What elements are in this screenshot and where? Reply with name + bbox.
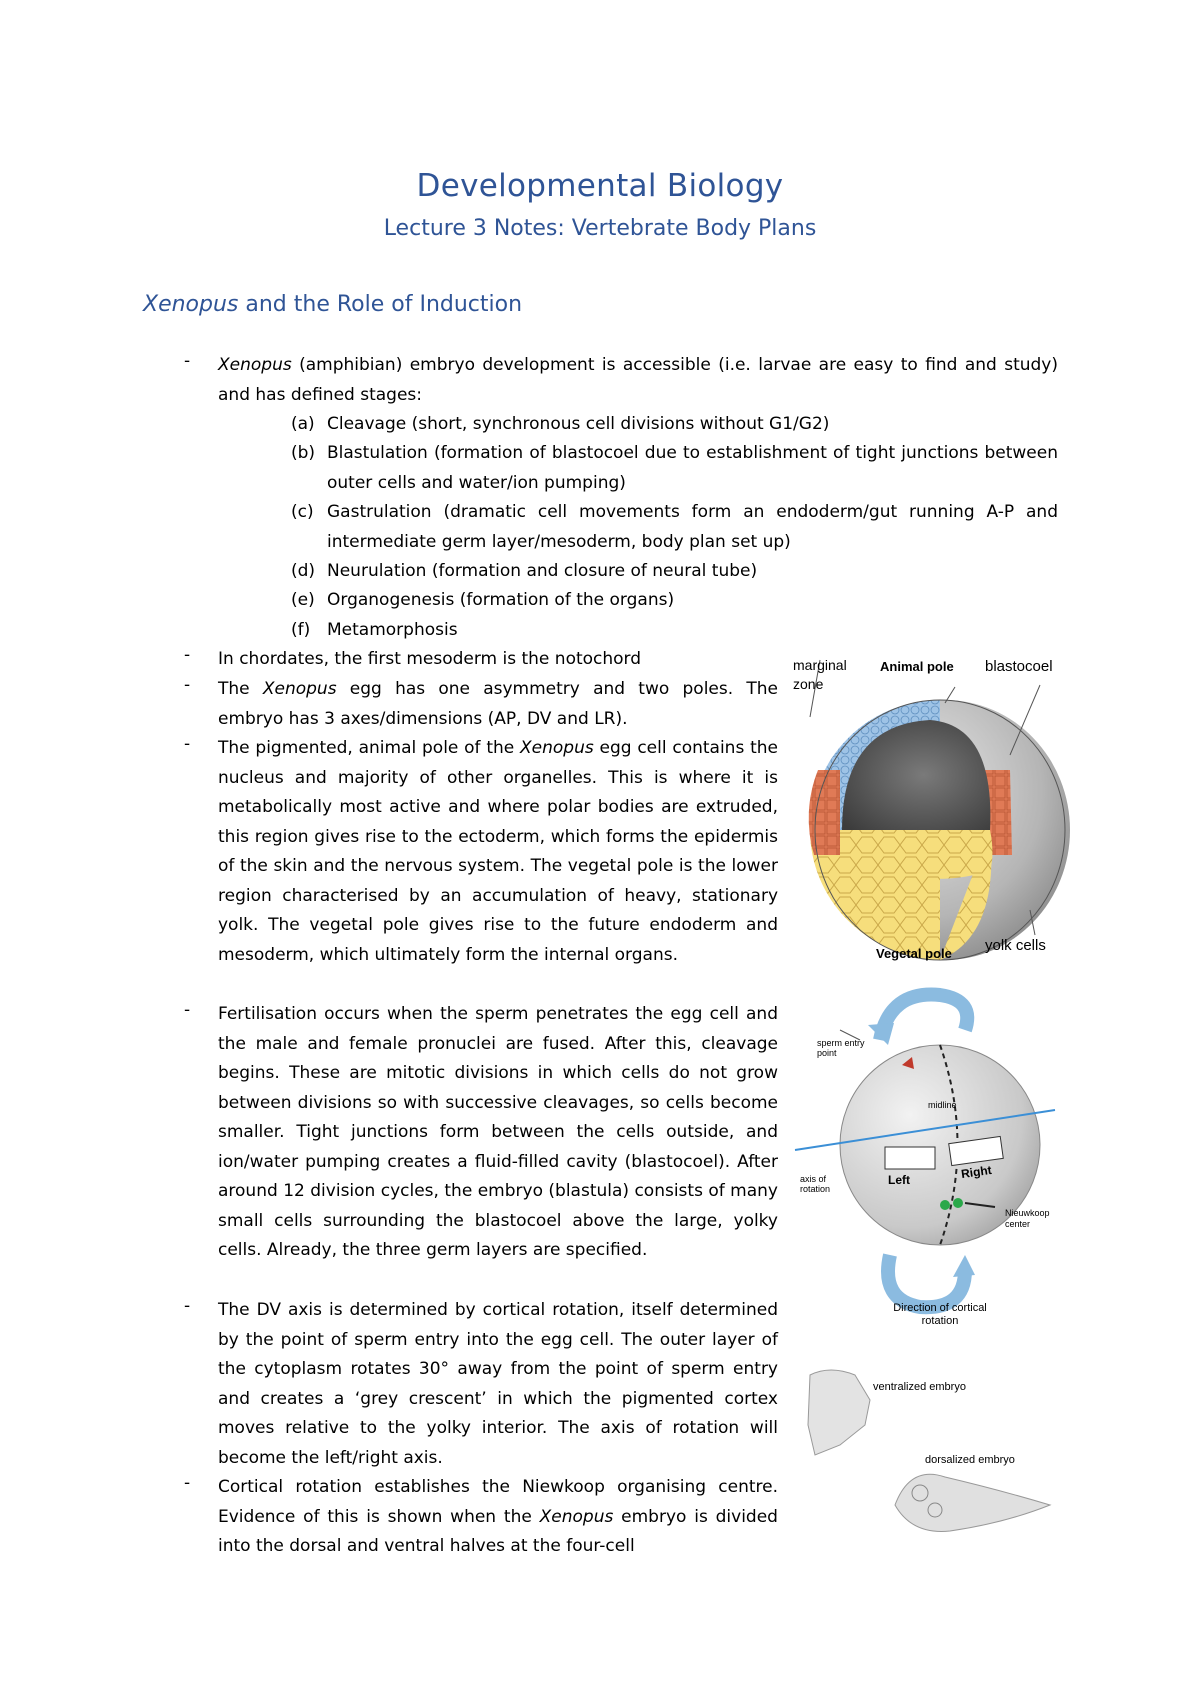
- bullet-3-post: egg has one asymmetry and two poles. The embryo has 3 axes/dimensions (AP, DV and LR).: [218, 679, 778, 729]
- label-blastocoel: blastocoel: [985, 658, 1053, 675]
- bullet-3: [218, 675, 778, 734]
- bullet-6: The DV axis is determined by cortical rotation, itself determined by the point of sperm entry into the egg cell. The outer layer of the cytoplasm rotates 30° away from the point of sperm entry and creates a ‘grey crescent’ in which the pigmented cortex moves relative to the yolky interior. The axis of rotation will become the left/right axis.: [218, 1300, 778, 1468]
- stage-b-label: (b): [291, 443, 316, 463]
- ventralized-embryo-shape: [808, 1370, 870, 1455]
- bullet-7-text2: embryo is divided into the dorsal and ventral halves at the four-cell: [218, 1506, 778, 1556]
- rotation-arrow-bottom: [888, 1255, 965, 1307]
- stage-d-label: (d): [291, 561, 316, 581]
- stage-a-text: Cleavage (short, synchronous cell divisions without G1/G2): [327, 414, 830, 434]
- bullet-7-italic: Xenopus: [539, 1506, 614, 1527]
- label-axis-rotation: axis of rotation: [800, 1174, 831, 1194]
- bullet-4-italic: Xenopus: [520, 738, 594, 758]
- bullet-1-text: (amphibian) embryo development is accessible (i.e. larvae are easy to find and study) and has defined stages:: [218, 355, 1058, 405]
- stage-f-text: Metamorphosis: [327, 620, 458, 640]
- blastula-figure: [790, 655, 1070, 975]
- bullet-7: [218, 1473, 778, 1562]
- label-dorsalized: dorsalized embryo: [925, 1454, 1015, 1466]
- bullet-dash: -: [184, 675, 191, 695]
- bullet-dash: -: [184, 1000, 191, 1020]
- stage-d-text: Neurulation (formation and closure of neural tube): [327, 561, 758, 581]
- label-nieuwkoop: Nieuwkoop center: [1005, 1208, 1050, 1229]
- bullet-3-pre: The: [218, 679, 263, 699]
- label-direction: Direction of cortical rotation: [893, 1302, 987, 1327]
- section-heading-rest: and the Role of Induction: [238, 292, 523, 317]
- bullet-3-italic: Xenopus: [262, 679, 337, 699]
- section-heading-italic: Xenopus: [143, 292, 239, 317]
- bullet-dash: -: [184, 645, 191, 665]
- label-vegetal-pole: Vegetal pole: [876, 946, 952, 961]
- cortical-rotation-figure: [790, 985, 1060, 1315]
- document-title: Developmental Biology: [416, 168, 784, 204]
- bullet-1: [218, 351, 1058, 410]
- stage-b-text: Blastulation (formation of blastocoel due to establishment of tight junctions between outer cells and water/ion pumping): [327, 443, 1058, 493]
- bullet-4-pre: The pigmented, animal pole of the: [218, 738, 521, 758]
- stage-a-label: (a): [291, 414, 315, 434]
- document-subtitle: Lecture 3 Notes: Vertebrate Body Plans: [383, 216, 817, 241]
- nieuwkoop-dot: [953, 1198, 963, 1208]
- marginal-zone-left: [809, 770, 840, 855]
- stage-e-label: (e): [291, 590, 315, 610]
- label-ventralized: ventralized embryo: [873, 1381, 966, 1393]
- section-heading: [143, 292, 522, 317]
- rotation-arrow-top: [880, 995, 967, 1040]
- label-animal-pole: Animal pole: [880, 659, 954, 674]
- stage-c-label: (c): [291, 502, 314, 522]
- stage-e-text: Organogenesis (formation of the organs): [327, 590, 675, 610]
- left-box: [885, 1147, 935, 1169]
- dorsalized-embryo-shape: [895, 1474, 1050, 1531]
- stage-c-text: Gastrulation (dramatic cell movements form an endoderm/gut running A-P and intermediate germ layer/mesoderm, body plan set up): [327, 502, 1058, 552]
- label-sperm-entry: sperm entry point: [817, 1038, 865, 1058]
- bullet-2: In chordates, the first mesoderm is the notochord: [218, 649, 642, 669]
- nieuwkoop-dot: [940, 1200, 950, 1210]
- rotation-arrowhead-top: [868, 1023, 894, 1045]
- bullet-1-italic: Xenopus: [218, 355, 292, 375]
- label-right: Right: [960, 1162, 993, 1182]
- bullet-5: Fertilisation occurs when the sperm penetrates the egg cell and the male and female pronuclei are fused. After this, cleavage begins. These are mitotic divisions in which cells do not grow between divisions so with successive cleavages, so cells become smaller. Tight junctions form between the cells outside, and ion/water pumping creates a fluid-filled cavity (blastocoel). After around 12 division cycles, the embryo (blastula) consists of many small cells surrounding the blastocoel above the large, yolky cells. Already, the three germ layers are specified.: [218, 1004, 778, 1260]
- bullet-dash: -: [184, 1473, 191, 1493]
- bullet-dash: -: [184, 734, 191, 754]
- bullet-dash: -: [184, 1296, 191, 1316]
- rotation-arrowhead-bottom: [953, 1255, 975, 1277]
- label-left: Left: [888, 1173, 910, 1187]
- label-yolk-cells: yolk cells: [985, 937, 1046, 954]
- label-midline: midline: [928, 1100, 957, 1110]
- label-marginal-zone: marginal zone: [793, 657, 847, 692]
- bullet-4-post: egg cell contains the nucleus and majority of other organelles. This is where it is metabolically most active and where polar bodies are extruded, this region gives rise to the ectoderm, which forms the epidermis of the skin and the nervous system. The vegetal pole is the lower region characterised by an accumulation of heavy, stationary yolk. The vegetal pole gives rise to the future endoderm and mesoderm, which ultimately form the internal organs.: [218, 738, 778, 965]
- bullet-dash: -: [184, 351, 191, 371]
- bullet-7-text1: Cortical rotation establishes the Niewkoop organising centre. Evidence of this is shown when the: [218, 1477, 778, 1527]
- bullet-4: [218, 734, 778, 970]
- stage-f-label: (f): [291, 620, 311, 640]
